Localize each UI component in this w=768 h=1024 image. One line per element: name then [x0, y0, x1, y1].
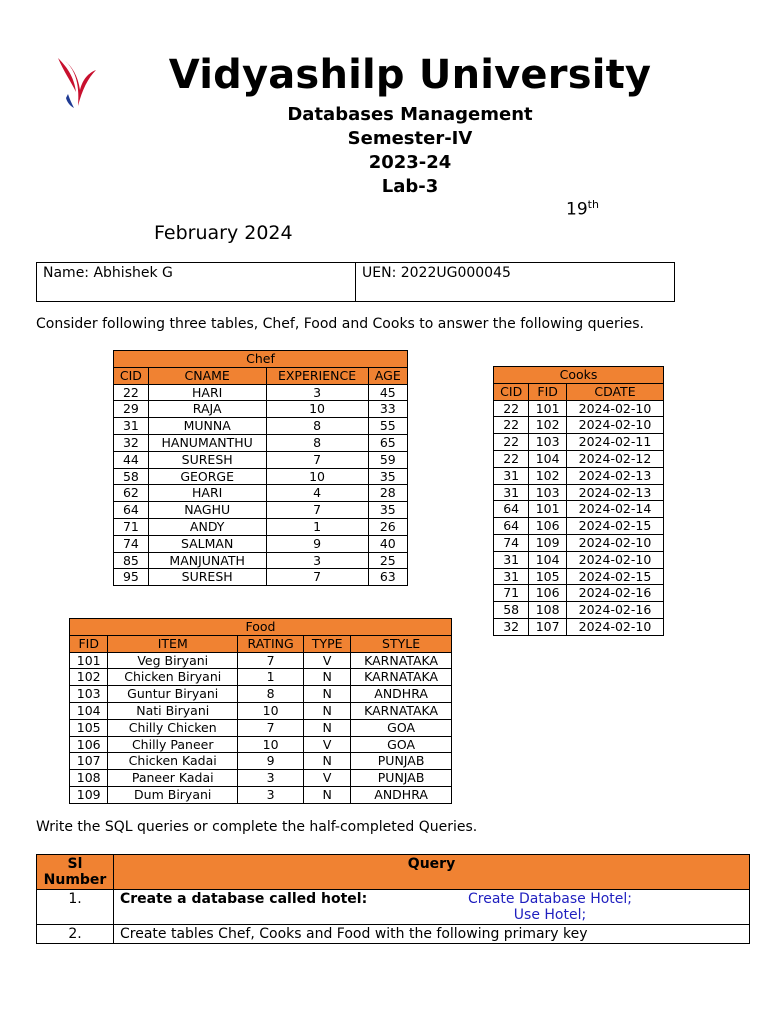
- table-cell: 64: [114, 502, 149, 519]
- table-row: [70, 702, 452, 719]
- food-column-header: RATING: [238, 635, 304, 652]
- chef-body: [114, 384, 408, 586]
- table-cell: 33: [368, 401, 407, 418]
- table-cell: 3: [238, 770, 304, 787]
- table-cell: 107: [529, 618, 567, 635]
- table-cell: 2024-02-15: [566, 568, 663, 585]
- table-row: [494, 518, 664, 535]
- table-cell: 101: [529, 400, 567, 417]
- intro-text: Consider following three tables, Chef, Food and Cooks to answer the following queries.: [36, 316, 645, 332]
- query-number: 1.: [37, 890, 114, 925]
- table-cell: SURESH: [148, 451, 266, 468]
- table-cell: 58: [494, 602, 529, 619]
- university-title: Vidyashilp University: [168, 52, 652, 98]
- table-row: [70, 669, 452, 686]
- table-cell: Paneer Kadai: [108, 770, 238, 787]
- student-uen: UEN: 2022UG000045: [356, 263, 675, 302]
- table-cell: RAJA: [148, 401, 266, 418]
- table-cell: HANUMANTHU: [148, 434, 266, 451]
- table-cell: Chicken Biryani: [108, 669, 238, 686]
- cooks-body: [494, 400, 664, 635]
- table-cell: 25: [368, 552, 407, 569]
- table-cell: 74: [114, 535, 149, 552]
- table-cell: 95: [114, 569, 149, 586]
- table-cell: 106: [529, 518, 567, 535]
- table-cell: 109: [70, 786, 108, 803]
- table-cell: 59: [368, 451, 407, 468]
- query-code-line: Use Hotel;: [513, 907, 587, 923]
- query-number: 2.: [37, 925, 114, 944]
- table-cell: 10: [238, 702, 304, 719]
- table-cell: 103: [70, 686, 108, 703]
- table-cell: Nati Biryani: [108, 702, 238, 719]
- sl-number-header: Sl Number: [37, 855, 114, 890]
- table-cell: 62: [114, 485, 149, 502]
- table-cell: 7: [238, 652, 304, 669]
- table-cell: N: [304, 669, 351, 686]
- course-title: Databases Management: [287, 104, 533, 125]
- food-column-header: ITEM: [108, 635, 238, 652]
- query-header: Query: [114, 855, 750, 890]
- table-cell: 31: [114, 418, 149, 435]
- food-column-header: FID: [70, 635, 108, 652]
- table-row: [114, 485, 408, 502]
- table-cell: 7: [266, 451, 368, 468]
- table-cell: 2024-02-10: [566, 400, 663, 417]
- table-row: [70, 719, 452, 736]
- table-cell: 22: [494, 417, 529, 434]
- student-info-table: [36, 262, 675, 302]
- table-cell: 2024-02-10: [566, 534, 663, 551]
- query-row-2: [37, 925, 750, 944]
- university-logo-icon: [52, 56, 108, 112]
- table-cell: 44: [114, 451, 149, 468]
- table-row: [494, 568, 664, 585]
- table-cell: 85: [114, 552, 149, 569]
- table-cell: 28: [368, 485, 407, 502]
- food-caption: Food: [70, 619, 452, 636]
- lab-label: Lab-3: [381, 176, 439, 197]
- student-name: Name: Abhishek G: [37, 263, 356, 302]
- food-body: [70, 652, 452, 803]
- table-cell: 102: [529, 467, 567, 484]
- cooks-header-row: [494, 383, 664, 400]
- table-cell: 10: [266, 401, 368, 418]
- table-cell: 108: [529, 602, 567, 619]
- table-cell: Chilly Chicken: [108, 719, 238, 736]
- table-cell: PUNJAB: [351, 770, 452, 787]
- table-row: [114, 418, 408, 435]
- table-row: [114, 384, 408, 401]
- table-cell: Veg Biryani: [108, 652, 238, 669]
- table-cell: 10: [238, 736, 304, 753]
- table-cell: HARI: [148, 384, 266, 401]
- table-cell: KARNATAKA: [351, 652, 452, 669]
- chef-column-header: AGE: [368, 367, 407, 384]
- table-cell: N: [304, 719, 351, 736]
- table-cell: 102: [70, 669, 108, 686]
- table-cell: 4: [266, 485, 368, 502]
- table-cell: 63: [368, 569, 407, 586]
- table-cell: 31: [494, 551, 529, 568]
- table-cell: GOA: [351, 736, 452, 753]
- table-cell: 2024-02-10: [566, 417, 663, 434]
- chef-caption: Chef: [114, 351, 408, 368]
- table-row: [494, 467, 664, 484]
- query-row-1: [37, 890, 750, 925]
- table-row: [494, 551, 664, 568]
- table-cell: MUNNA: [148, 418, 266, 435]
- table-cell: 22: [494, 434, 529, 451]
- table-cell: 101: [529, 501, 567, 518]
- food-column-header: STYLE: [351, 635, 452, 652]
- table-cell: 31: [494, 568, 529, 585]
- table-row: [114, 451, 408, 468]
- table-row: [494, 501, 664, 518]
- table-cell: 64: [494, 518, 529, 535]
- table-cell: 31: [494, 484, 529, 501]
- table-cell: V: [304, 770, 351, 787]
- table-cell: 22: [494, 400, 529, 417]
- table-cell: 35: [368, 502, 407, 519]
- table-cell: KARNATAKA: [351, 702, 452, 719]
- table-cell: 2024-02-10: [566, 551, 663, 568]
- table-cell: HARI: [148, 485, 266, 502]
- table-cell: 32: [494, 618, 529, 635]
- table-cell: 106: [70, 736, 108, 753]
- table-cell: 105: [529, 568, 567, 585]
- table-cell: 29: [114, 401, 149, 418]
- table-cell: 45: [368, 384, 407, 401]
- query-cell: [114, 890, 750, 925]
- table-cell: 7: [266, 502, 368, 519]
- table-cell: 64: [494, 501, 529, 518]
- table-cell: 8: [266, 418, 368, 435]
- table-cell: KARNATAKA: [351, 669, 452, 686]
- table-cell: 104: [70, 702, 108, 719]
- table-cell: Chicken Kadai: [108, 753, 238, 770]
- table-row: [114, 468, 408, 485]
- table-cell: 40: [368, 535, 407, 552]
- query-code-line: Create Database Hotel;: [467, 891, 633, 907]
- table-cell: 101: [70, 652, 108, 669]
- table-row: [114, 502, 408, 519]
- table-row: [494, 602, 664, 619]
- table-cell: 1: [266, 518, 368, 535]
- table-cell: V: [304, 652, 351, 669]
- table-cell: 3: [266, 384, 368, 401]
- date-month-year: February 2024: [154, 222, 293, 244]
- table-cell: N: [304, 786, 351, 803]
- table-row: [70, 753, 452, 770]
- table-cell: 109: [529, 534, 567, 551]
- table-cell: ANDY: [148, 518, 266, 535]
- table-cell: N: [304, 753, 351, 770]
- table-cell: 1: [238, 669, 304, 686]
- table-cell: 35: [368, 468, 407, 485]
- table-cell: 32: [114, 434, 149, 451]
- table-cell: 107: [70, 753, 108, 770]
- table-cell: 8: [266, 434, 368, 451]
- cooks-table: [493, 366, 664, 636]
- table-cell: GOA: [351, 719, 452, 736]
- table-row: [114, 552, 408, 569]
- table-cell: 55: [368, 418, 407, 435]
- table-cell: 106: [529, 585, 567, 602]
- table-row: [114, 401, 408, 418]
- table-cell: 22: [494, 450, 529, 467]
- table-cell: SURESH: [148, 569, 266, 586]
- table-row: [494, 585, 664, 602]
- table-cell: 7: [266, 569, 368, 586]
- instruction-text: Write the SQL queries or complete the half-completed Queries.: [36, 819, 478, 835]
- semester-label: Semester-IV: [347, 128, 473, 149]
- table-cell: PUNJAB: [351, 753, 452, 770]
- table-cell: 58: [114, 468, 149, 485]
- table-row: [114, 535, 408, 552]
- food-table: [69, 618, 452, 804]
- table-row: [494, 618, 664, 635]
- table-row: [494, 417, 664, 434]
- table-row: [70, 736, 452, 753]
- table-cell: SALMAN: [148, 535, 266, 552]
- table-cell: 2024-02-13: [566, 467, 663, 484]
- chef-column-header: EXPERIENCE: [266, 367, 368, 384]
- table-row: [114, 569, 408, 586]
- chef-table: [113, 350, 408, 586]
- table-cell: 3: [266, 552, 368, 569]
- table-cell: 105: [70, 719, 108, 736]
- table-cell: 7: [238, 719, 304, 736]
- table-cell: 104: [529, 551, 567, 568]
- table-cell: 2024-02-10: [566, 618, 663, 635]
- chef-column-header: CID: [114, 367, 149, 384]
- food-column-header: TYPE: [304, 635, 351, 652]
- table-cell: 8: [238, 686, 304, 703]
- table-cell: Guntur Biryani: [108, 686, 238, 703]
- table-cell: 26: [368, 518, 407, 535]
- table-cell: 104: [529, 450, 567, 467]
- academic-year: 2023-24: [368, 152, 452, 173]
- query-table: [36, 854, 750, 944]
- table-row: [494, 450, 664, 467]
- table-cell: N: [304, 686, 351, 703]
- table-cell: 9: [238, 753, 304, 770]
- table-row: [114, 518, 408, 535]
- table-cell: 108: [70, 770, 108, 787]
- table-row: [494, 400, 664, 417]
- table-cell: N: [304, 702, 351, 719]
- table-cell: NAGHU: [148, 502, 266, 519]
- cooks-column-header: FID: [529, 383, 567, 400]
- table-row: [70, 786, 452, 803]
- table-cell: 74: [494, 534, 529, 551]
- table-row: [494, 434, 664, 451]
- query-text: Create a database called hotel:: [120, 891, 368, 907]
- table-cell: Chilly Paneer: [108, 736, 238, 753]
- table-cell: GEORGE: [148, 468, 266, 485]
- food-header-row: [70, 635, 452, 652]
- table-cell: 71: [494, 585, 529, 602]
- table-cell: 2024-02-11: [566, 434, 663, 451]
- date-day: 19th: [566, 198, 599, 220]
- table-row: [70, 770, 452, 787]
- cooks-column-header: CID: [494, 383, 529, 400]
- table-cell: 2024-02-15: [566, 518, 663, 535]
- table-row: [494, 534, 664, 551]
- table-cell: MANJUNATH: [148, 552, 266, 569]
- table-cell: Dum Biryani: [108, 786, 238, 803]
- table-cell: 71: [114, 518, 149, 535]
- table-cell: ANDHRA: [351, 686, 452, 703]
- chef-header-row: [114, 367, 408, 384]
- table-cell: 2024-02-16: [566, 585, 663, 602]
- table-cell: 103: [529, 434, 567, 451]
- table-cell: V: [304, 736, 351, 753]
- table-row: [70, 686, 452, 703]
- table-cell: 2024-02-14: [566, 501, 663, 518]
- table-cell: 65: [368, 434, 407, 451]
- table-cell: 9: [266, 535, 368, 552]
- table-cell: 31: [494, 467, 529, 484]
- table-cell: 3: [238, 786, 304, 803]
- table-cell: 2024-02-16: [566, 602, 663, 619]
- table-cell: 103: [529, 484, 567, 501]
- table-cell: 2024-02-13: [566, 484, 663, 501]
- table-row: [70, 652, 452, 669]
- cooks-caption: Cooks: [494, 367, 664, 384]
- table-cell: 10: [266, 468, 368, 485]
- query-text: Create tables Chef, Cooks and Food with the following primary key: [114, 925, 750, 944]
- cooks-column-header: CDATE: [566, 383, 663, 400]
- table-cell: 102: [529, 417, 567, 434]
- table-cell: 2024-02-12: [566, 450, 663, 467]
- table-cell: ANDHRA: [351, 786, 452, 803]
- table-row: [114, 434, 408, 451]
- table-cell: 22: [114, 384, 149, 401]
- chef-column-header: CNAME: [148, 367, 266, 384]
- table-row: [494, 484, 664, 501]
